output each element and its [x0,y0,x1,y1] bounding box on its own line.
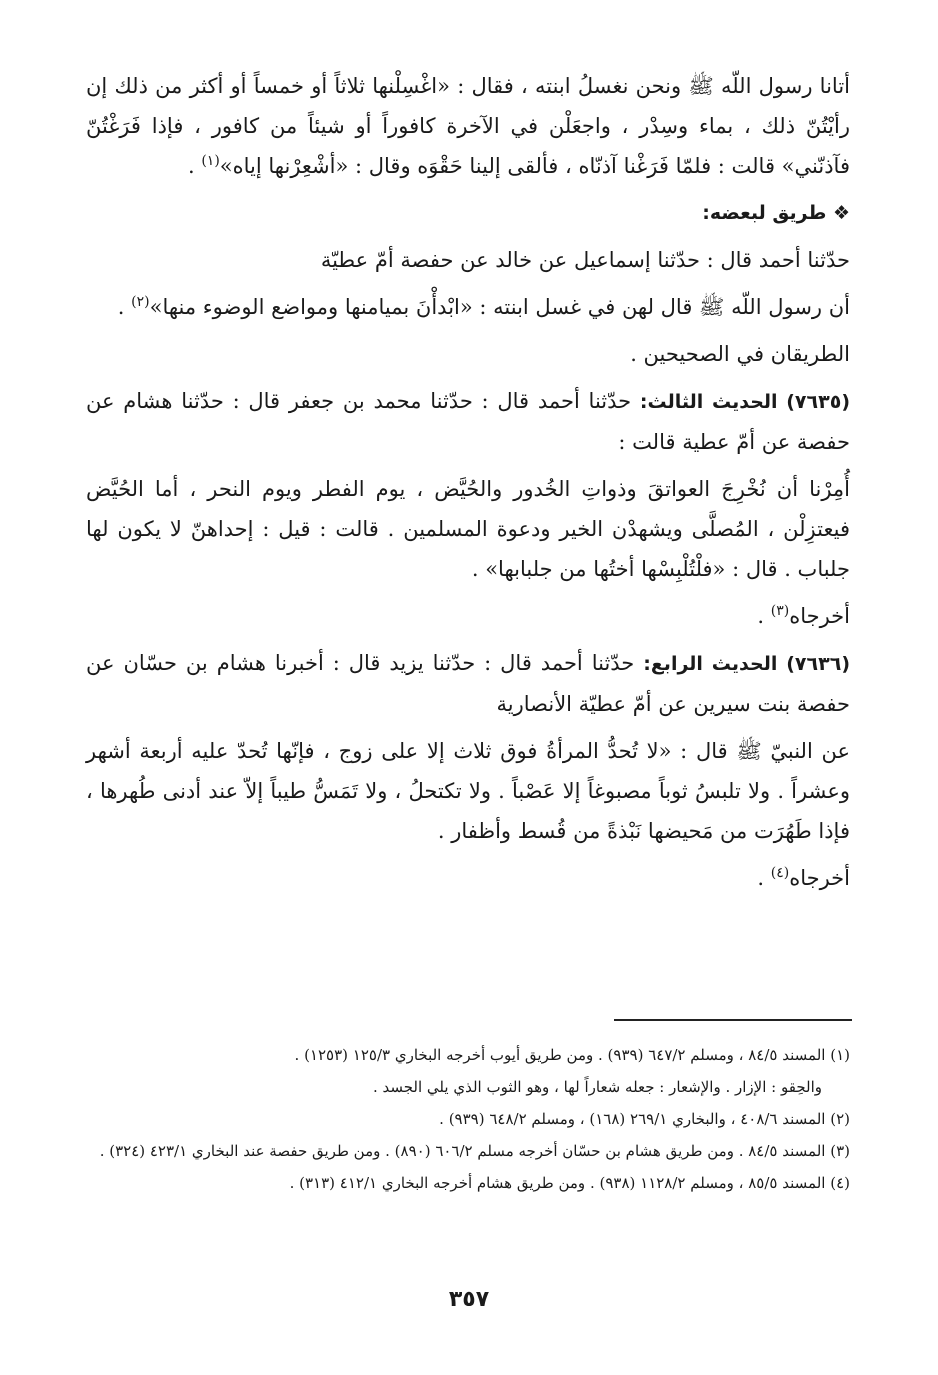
paragraph-4: الطريقان في الصحيحين . [630,342,850,366]
footnote-divider [614,1019,852,1021]
footnote-1-note: والحِقو : الإزار . والإشعار : جعله شعاراً لها ، وهو الثوب الذي يلي الجسد . [372,1078,822,1096]
paragraph-6-text: أخرجاه [789,604,850,628]
paragraph-1 [86,66,850,186]
hadith-3-label: (٧٦٣٥) الحديث الثالث: [639,391,850,413]
hadith-4 [86,643,850,724]
paragraph-6 [86,596,850,636]
paragraph-3-text: أن رسول اللّه ﷺ قال لهن في غسل ابنته : «ابْدأْنَ بميامنها ومواضع الوضوء منها» [149,295,850,319]
footnote-3: (٣) المسند ٨٤/٥ . ومن طريق هشام بن حسّان أخرجه مسلم ٦٠٦/٢ (٨٩٠) . ومن طريق حفصة عند البخاري ٤٢٣/١ (٣٢٤) . [99,1142,850,1160]
page-number: ٣٥٧ [448,1287,490,1312]
footnote-ref-1[interactable]: (١) [201,153,220,169]
paragraph-1-text: أتانا رسول اللّه ﷺ ونحن نغسلُ ابنته ، فقال : «اغْسِلْنها ثلاثاً أو خمساً أو أكثر من ذلك إن رأيْتُنّ ذلك ، بماء وسِدْر ، واجعَلْن في الآخرة كافوراً أو شيئاً من كافور ، فإذا فَرَغْتُنّ فآذنّني» قالت : فلمّا فَرَغْنا آذنّاه ، فألقى إلينا حَقْوَه وقال : «أشْعِرْنها إياه» [86,74,850,178]
paragraph-8-text: أخرجاه [789,866,850,890]
footnote-1: (١) المسند ٨٤/٥ ، ومسلم ٦٤٧/٢ (٩٣٩) . ومن طريق أيوب أخرجه البخاري ١٢٥/٣ (١٢٥٣) . [294,1046,850,1064]
footnote-ref-3[interactable]: (٣) [770,603,790,619]
hadith-4-text: حدّثنا أحمد قال : حدّثنا يزيد قال : أخبرنا هشام بن حسّان عن حفصة بنت سيرين عن أمّ عطيّة الأنصارية [86,651,850,716]
footnote-ref-2[interactable]: (٢) [131,294,150,310]
footnote-2: (٢) المسند ٤٠٨/٦ ، والبخاري ٢٦٩/١ (١٦٨) ، ومسلم ٦٤٨/٢ (٩٣٩) . [439,1110,850,1128]
paragraph-3 [86,287,850,327]
main-text-body [86,66,850,905]
hadith-4-label: (٧٦٣٦) الحديث الرابع: [643,653,850,675]
paragraph-8 [86,858,850,898]
paragraph-8-end: . [757,866,771,890]
section-heading-partial-route: ❖ طريق لبعضه: [702,202,850,224]
hadith-3 [86,381,850,462]
paragraph-1-end: . [187,154,202,178]
paragraph-2: حدّثنا أحمد قال : حدّثنا إسماعيل عن خالد عن حفصة أمّ عطيّة [320,248,850,272]
footnote-ref-4[interactable]: (٤) [770,865,790,881]
footnotes [86,1040,850,1200]
footnote-4: (٤) المسند ٨٥/٥ ، ومسلم ١١٢٨/٢ (٩٣٨) . ومن طريق هشام أخرجه البخاري ٤١٢/١ (٣١٣) . [289,1174,850,1192]
paragraph-7: عن النبيّ ﷺ قال : «لا تُحدُّ المرأةُ فوق ثلاث إلا على زوج ، فإنّها تُحدّ عليه أربعة أشهر وعشراً . ولا تلبسُ ثوباً مصبوغاً إلا عَصْباً . ولا تكتحلُ ، ولا تَمَسُّ طيباً إلاّ عند أدنى طُهرها ، فإذا طَهُرَت من مَحيضها نَبْذةً من قُسط وأظفار . [86,739,850,843]
paragraph-5: أُمِرْنا أن نُخْرِجَ العواتقَ وذواتِ الخُدور والحُيَّض ، يوم الفطر ويوم النحر ، أما الحُيَّض فيعتزِلْن ، المُصلَّى ويشهدْن الخير ودعوة المسلمين . قالت : قيل : إحداهنّ لا يكون لها جلباب . قال : «فلْتُلْبِسْها أختُها من جلبابها» . [86,477,850,581]
paragraph-6-end: . [757,604,771,628]
paragraph-3-end: . [117,295,132,319]
hadith-3-text: حدّثنا أحمد قال : حدّثنا محمد بن جعفر قال : حدّثنا هشام عن حفصة عن أمّ عطية قالت : [86,389,850,454]
